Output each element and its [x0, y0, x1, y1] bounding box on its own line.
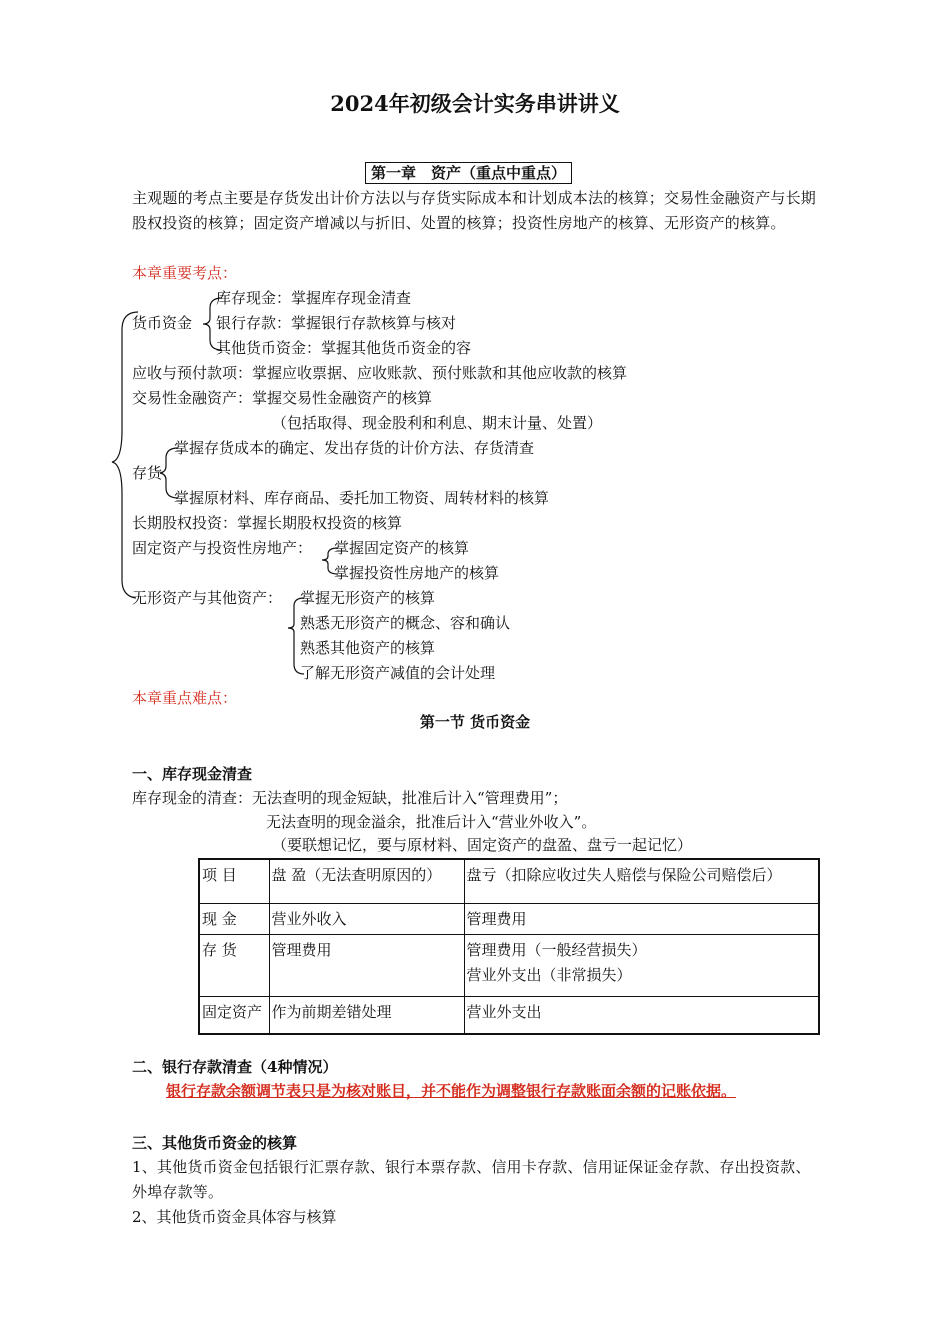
difficulty-label: 本章重点难点： [132, 689, 238, 707]
bank-check-note: 银行存款余额调节表只是为核对账目，并不能作为调整银行存款账面余额的记账依据。 [166, 1082, 737, 1100]
outline-intangible-item: 了解无形资产减值的会计处理 [300, 664, 496, 682]
table-header-cell: 盘 盈（无法查明原因的） [269, 859, 464, 903]
table-cell: 管理费用（一般经营损失） 营业外支出（非常损失） [464, 934, 819, 996]
outline-trading-detail: （包括取得、现金股利和利息、期末计量、处置） [272, 414, 603, 432]
surplus-deficit-table [198, 858, 820, 1035]
outline-cash-item: 其他货币资金：掌握其他货币资金的容 [216, 339, 472, 357]
outline-trading: 交易性金融资产：掌握交易性金融资产的核算 [132, 389, 433, 407]
table-cell: 作为前期差错处理 [269, 996, 464, 1034]
cash-check-note: （要联想记忆，要与原材料、固定资产的盘盈、盘亏一起记忆） [272, 836, 693, 854]
outline-intangible-item: 掌握无形资产的核算 [300, 589, 436, 607]
outline-fixed-item: 掌握投资性房地产的核算 [334, 564, 500, 582]
table-header-row [199, 859, 819, 903]
table-cell: 存 货 [199, 934, 269, 996]
table-row [199, 903, 819, 934]
document-title: 2024年初级会计实务串讲讲义 [330, 91, 620, 116]
cash-check-line: 无法查明的现金溢余，批准后计入“营业外收入”。 [266, 813, 597, 831]
outline-cash-item: 银行存款：掌握银行存款核算与核对 [216, 314, 457, 332]
table-cell: 固定资产 [199, 996, 269, 1034]
outline-inventory-label: 存货 [132, 464, 163, 482]
key-points-label: 本章重要考点： [132, 264, 238, 282]
outline-cash-item: 库存现金：掌握库存现金清查 [216, 289, 412, 307]
outline-fixed-item: 掌握固定资产的核算 [334, 539, 470, 557]
outline-intangible-item: 熟悉其他资产的核算 [300, 639, 436, 657]
table-cell: 管理费用 [269, 934, 464, 996]
outline-inventory-item: 掌握原材料、库存商品、委托加工物资、周转材料的核算 [174, 489, 550, 507]
outline-intangible-item: 熟悉无形资产的概念、容和确认 [300, 614, 511, 632]
outline-cash-label: 货币资金 [132, 314, 193, 332]
heading-other-funds: 三、其他货币资金的核算 [132, 1134, 298, 1152]
table-cell: 营业外收入 [269, 903, 464, 934]
other-funds-item: 2、其他货币资金具体容与核算 [132, 1208, 337, 1226]
table-cell: 现 金 [199, 903, 269, 934]
table-row [199, 934, 819, 996]
section-title: 第一节 货币资金 [419, 713, 531, 731]
outline-receivables: 应收与预付款项：掌握应收票据、应收账款、预付账款和其他应收款的核算 [132, 364, 628, 382]
table-cell: 管理费用 [464, 903, 819, 934]
outline-intangible-label: 无形资产与其他资产： [132, 589, 283, 607]
cash-check-line: 库存现金的清查：无法查明的现金短缺，批准后计入“管理费用”； [132, 789, 568, 807]
heading-cash-check: 一、库存现金清查 [132, 765, 253, 783]
outline-equity: 长期股权投资：掌握长期股权投资的核算 [132, 514, 403, 532]
outline-inventory-item: 掌握存货成本的确定、发出存货的计价方法、存货清查 [174, 439, 535, 457]
heading-bank-check: 二、银行存款清查（4种情况） [132, 1058, 338, 1076]
table-header-cell: 盘亏（扣除应收过失人赔偿与保险公司赔偿后） [464, 859, 819, 903]
table-cell: 营业外支出 [464, 996, 819, 1034]
outline-fixed-label: 固定资产与投资性房地产： [132, 539, 313, 557]
other-funds-item: 1、其他货币资金包括银行汇票存款、银行本票存款、信用卡存款、信用证保证金存款、存出投资款、外埠存款等。 [132, 1158, 811, 1201]
chapter-intro: 主观题的考点主要是存货发出计价方法以与存货实际成本和计划成本法的核算；交易性金融资产与长期股权投资的核算；固定资产增减以与折旧、处置的核算；投资性房地产的核算、无形资产的核算。 [132, 189, 817, 232]
table-header-cell: 项 目 [199, 859, 269, 903]
chapter-title: 第一章 资产（重点中重点） [365, 162, 572, 184]
table-row [199, 996, 819, 1034]
